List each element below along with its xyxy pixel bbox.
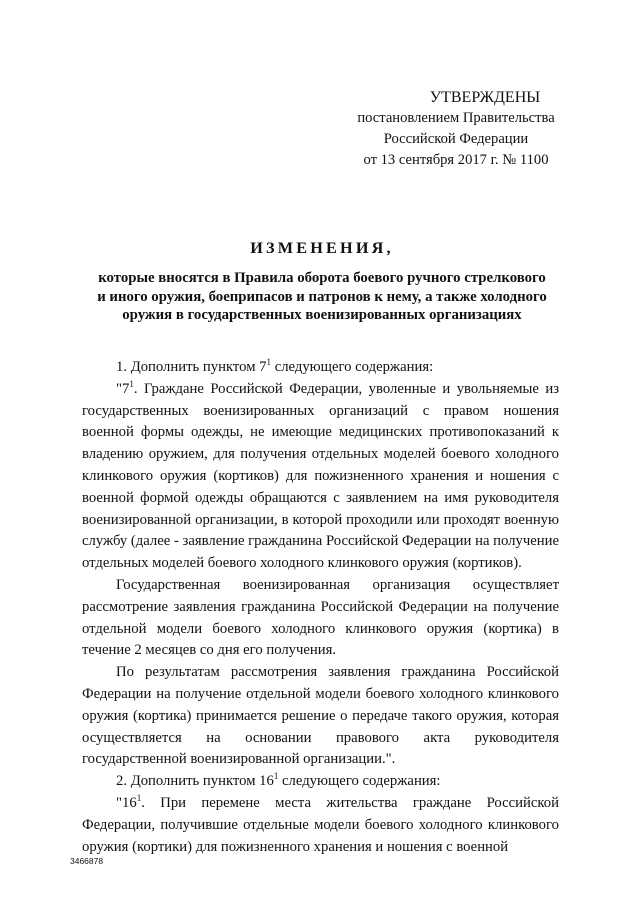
paragraph-item-1: 1. Дополнить пунктом $7^1$ следующего содержания: xyxy=(116,357,434,375)
approval-line: Российской Федерации xyxy=(383,131,529,147)
superscript: 1 xyxy=(129,378,134,389)
document-heading xyxy=(60,237,584,325)
superscript: 1 xyxy=(136,793,142,804)
document-body xyxy=(82,357,559,858)
paragraph: Государственная военизированная организация осуществляет рассмотрение заявления гражданина Российской Федерации на получение отдельной модели боевого холодного клинкового оружия (кортика) в течение 2 месяцев со дня его получения. xyxy=(82,576,559,659)
paragraph-point-7-1: "$7^1$. Граждане Российской Федерации, уволенные и увольняемые из государственных военизированных организаций с правом ношения военной формы одежды, не имеющие медицинских противопоказаний к владению оружием, для получения отдельных моделей боевого холодного клинкового оружия (кортиков) для пожизненного хранения и ношения с военной формой одежды обращаются с заявлением на имя руководителя военизированной организации, в которой проходили или проходят военную службу (далее - заявление гражданина Российской Федерации на получение отдельных моделей боевого холодного клинкового оружия (кортиков). xyxy=(82,378,559,572)
paragraph: По результатам рассмотрения заявления гражданина Российской Федерации на получение отдельной модели боевого холодного клинкового оружия (кортика) принимается решение о передаче такого оружия, которая осуществляется на основании правового акта руководителя государственной военизированной организации.". xyxy=(82,664,559,768)
approval-title: УТВЕРЖДЕНЫ xyxy=(429,89,541,106)
heading-subtitle-line: оружия в государственных военизированных организациях xyxy=(122,307,522,323)
heading-title: ИЗМЕНЕНИЯ, xyxy=(250,239,394,257)
approval-block xyxy=(330,87,582,171)
paragraph-item-2: 2. Дополнить пунктом $16^1$ следующего содержания: xyxy=(116,771,441,790)
superscript: 1 xyxy=(273,771,279,782)
superscript: 1 xyxy=(266,357,272,368)
approval-line: постановлением Правительства xyxy=(357,110,555,126)
heading-subtitle-line: и иного оружия, боеприпасов и патронов к нему, а также холодного xyxy=(97,288,547,305)
heading-subtitle-line: которые вносятся в Правила оборота боевого ручного стрелкового xyxy=(98,270,546,286)
heading-subtitle xyxy=(60,269,584,325)
document-number: 3466878 xyxy=(70,856,104,866)
paragraph-point-16-1: "$16^1$. При перемене места жительства граждане Российской Федерации, получившие отдельные модели боевого холодного клинкового оружия (кортики) для пожизненного хранения и ношения с военной xyxy=(82,793,559,855)
approval-date-number: от 13 сентября 2017 г. № 1100 xyxy=(363,152,549,168)
